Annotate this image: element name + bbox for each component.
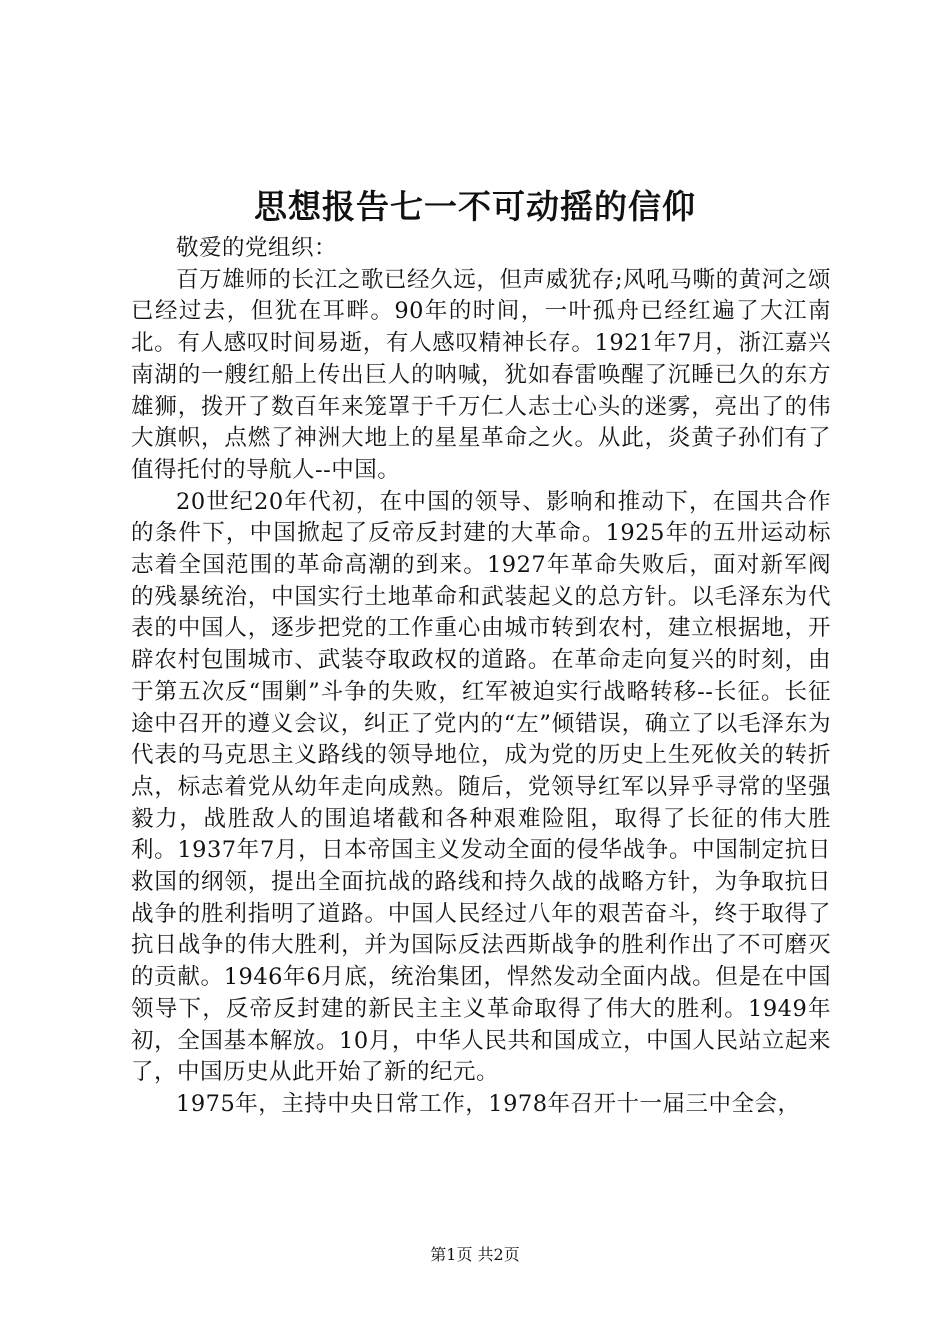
paragraph-1: 百万雄师的长江之歌已经久远，但声威犹存;风吼马嘶的黄河之颂已经过去，但犹在耳畔。90年的时间，一叶孤舟已经红遍了大江南北。有人感叹时间易逝，有人感叹精神长存。1921年7月，浙江嘉兴南湖的一艘红船上传出巨人的呐喊，犹如春雷唤醒了沉睡已久的东方雄狮，拨开了数百年来笼罩于千万仁人志士心头的迷雾，亮出了的伟大旗帜，点燃了神洲大地上的星星革命之火。从此，炎黄子孙们有了值得托付的导航人--中国。 [131,266,831,483]
paragraph-3: 1975年，主持中央日常工作，1978年召开十一届三中全会， [176,1090,801,1117]
salutation: 敬爱的党组织： [176,235,338,261]
page-number-footer: 第1页 共2页 [430,1245,520,1264]
paragraph-2: 20世纪20年代初，在中国的领导、影响和推动下，在国共合作的条件下，中国掀起了反帝反封建的大革命。1925年的五卅运动标志着全国范围的革命高潮的到来。1927年革命失败后，面对新军阀的残暴统治，中国实行土地革命和武装起义的总方针。以毛泽东为代表的中国人，逐步把党的工作重心由城市转到农村，建立根据地，开辟农村包围城市、武装夺取政权的道路。在革命走向复兴的时刻，由于第五次反“围剿”斗争的失败，红军被迫实行战略转移--长征。长征途中召开的遵义会议，纠正了党内的“左”倾错误，确立了以毛泽东为代表的马克思主义路线的领导地位，成为党的历史上生死攸关的转折点，标志着党从幼年走向成熟。随后，党领导红军以异乎寻常的坚强毅力，战胜敌人的围追堵截和各种艰难险阻，取得了长征的伟大胜利。1937年7月，日本帝国主义发动全面的侵华战争。中国制定抗日救国的纲领，提出全面抗战的路线和持久战的战略方针，为争取抗日战争的胜利指明了道路。中国人民经过八年的艰苦奋斗，终于取得了抗日战争的伟大胜利，并为国际反法西斯战争的胜利作出了不可磨灭的贡献。1946年6月底，统治集团，悍然发动全面内战。但是在中国领导下，反帝反封建的新民主主义革命取得了伟大的胜利。1949年初，全国基本解放。10月，中华人民共和国成立，中国人民站立起来了，中国历史从此开始了新的纪元。 [131,488,831,1086]
document-title: 思想报告七一不可动摇的信仰 [254,187,696,226]
document-body [131,233,831,1121]
